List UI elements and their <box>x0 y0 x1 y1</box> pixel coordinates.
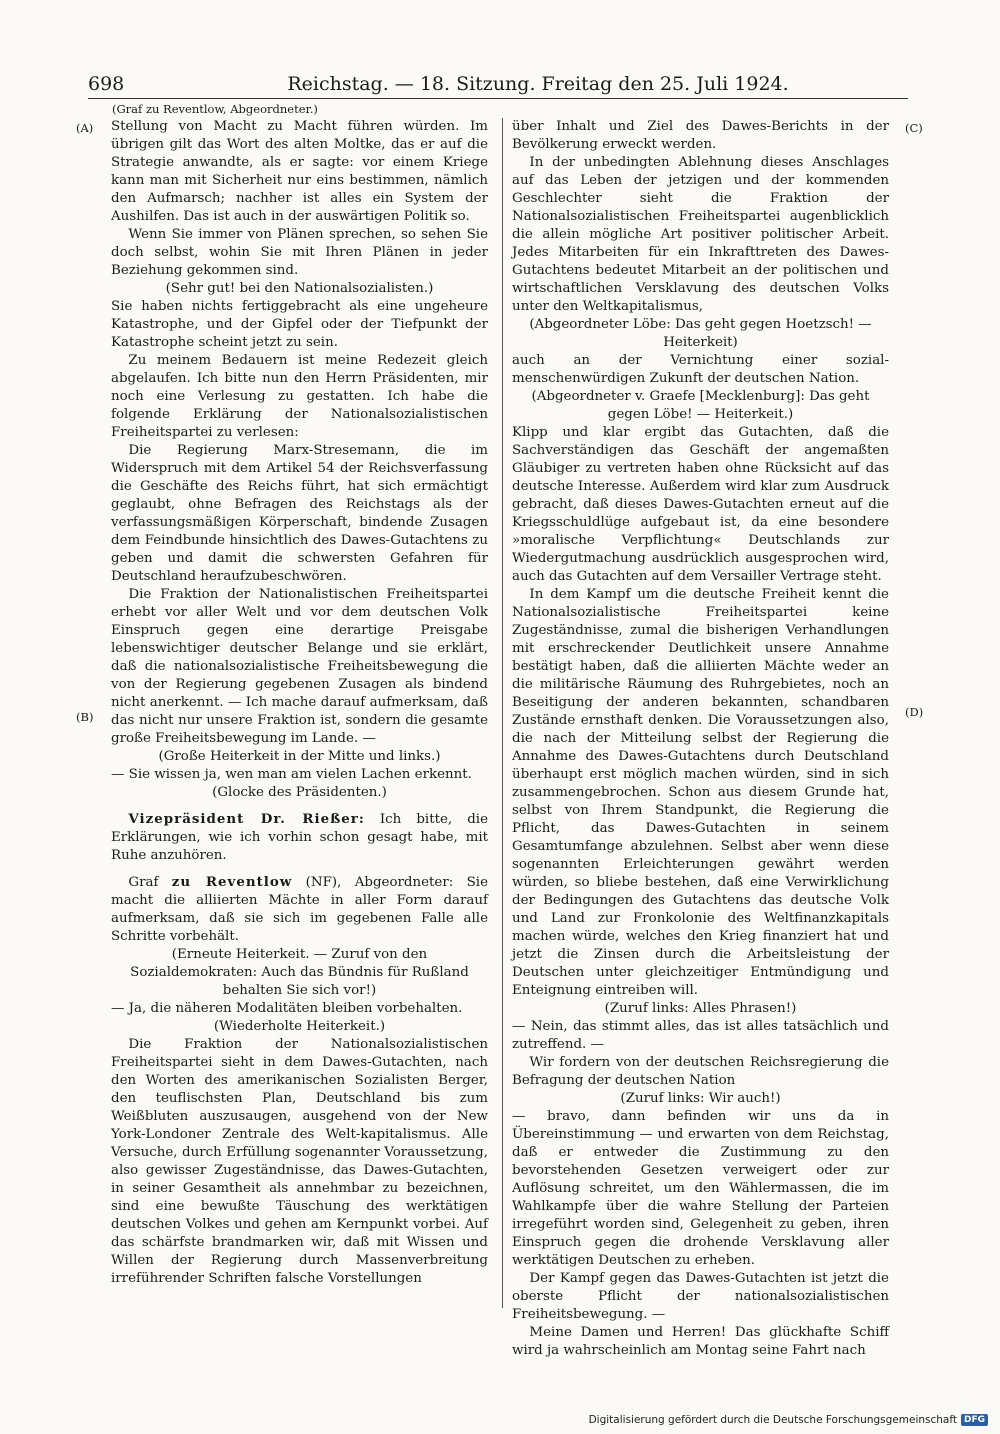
speaker-name: Vizepräsident Dr. Rießer: <box>128 811 365 827</box>
margin-marker-a: (A) <box>76 121 94 135</box>
interjection: (Große Heiterkeit in der Mitte und links.) <box>158 749 441 764</box>
running-title: Reichstag. — 18. Sitzung. Freitag den 25. Juli 1924. <box>287 73 789 95</box>
paragraph: In dem Kampf um die deutsche Freiheit kennt die Nationalsozialistische Freiheitspartei keine Zugeständnisse, zumal die bisherigen Verhandlungen mit erschreckender Deutlichkeit unsere Annahme bestätigt haben, daß die alliierten Mächte weder an die militärische Räumung des Ruhrgebietes, noch an Beseitigung der anderen bekannten, schandbaren Zustände ernsthaft denken. Die Voraussetzungen also, die nach der Mitteilung selbst der Regierung die Annahme des Dawes-Gutachtens durch Deutschland überhaupt erst möglich machen würden, sind in sich zusammengebrochen. Schon aus diesem Grunde hat, selbst von Ihrem Standpunkt, die Regierung die Pflicht, das Dawes-Gutachten in seinem Gesamtumfange abzulehnen. Selbst aber wenn diese sogenannten Erleichterungen gewährt werden würden, so bliebe bestehen, daß eine Verwirklichung der Bedingungen des Gutachtens das deutsche Volk und Land zur Fronkolonie des Weltfinanzkapitals machen würde, welches den Krieg finanziert hat und jetzt die Zinsen durch die Arbeitsleistung der Deutschen unter gleichzeitiger Entmündigung und Enteignung eintreiben will. <box>512 587 889 998</box>
margin-marker-d: (D) <box>905 705 924 719</box>
interjection: (Zuruf links: Wir auch!) <box>620 1091 781 1106</box>
speaker-name: zu Reventlow <box>171 874 293 890</box>
speech-text: (NF), Abgeordneter: Sie macht die alliierten Mächte in aller Form darauf aufmerksam, daß sie sich im gegebenen Falle alle Schritte vorbehält. <box>111 875 488 944</box>
footer-text: Digitalisierung gefördert durch die Deutsche Forschungsgemeinschaft <box>588 1414 957 1426</box>
paragraph: Wir fordern von der deutschen Reichsregierung die Befragung der deutschen Nation <box>512 1055 889 1088</box>
paragraph: Die Regierung Marx-Stresemann, die im Widerspruch mit dem Artikel 54 der Reichsverfassung die Geschäfte des Reichs führt, hat sich ermächtigt geglaubt, ohne Befragen des Reichstags als der verfassungsmäßigen Körperschaft, bindende Zusagen dem Feindbunde hinsichtlich des Dawes-Gutachtens zu geben und damit die schwersten Gefahren für Deutschland heraufzubeschwören. <box>111 443 488 584</box>
interjection: (Sehr gut! bei den Nationalsozialisten.) <box>165 281 434 296</box>
speech-paragraph <box>111 873 488 946</box>
right-column <box>512 118 889 1358</box>
left-column <box>111 118 488 1308</box>
paragraph: Sie haben nichts fertiggebracht als eine ungeheure Katastrophe, und der Gipfel oder der Tiefpunkt der Katastrophe scheint jetzt zu sein. <box>111 299 488 350</box>
paragraph: auch an der Vernichtung einer sozial-menschenwürdigen Zukunft der deutschen Nation. <box>512 353 889 386</box>
paragraph: Wenn Sie immer von Plänen sprechen, so sehen Sie doch selbst, wohin Sie mit Ihren Plänen in jeder Beziehung gekommen sind. <box>111 227 488 278</box>
paragraph: In der unbedingten Ablehnung dieses Anschlages auf das Leben der jetzigen und der kommenden Geschlechter sieht die Fraktion der Nationalsozialistischen Freiheitspartei augenblicklich die allein mögliche Art positiver politischer Arbeit. Jedes Mitarbeiten für ein Inkrafttreten des Dawes-Gutachtens bedeutet Mitarbeit an der politischen und wirtschaftlichen Versklavung des deutschen Volks unter den Weltkapitalismus, <box>512 155 889 314</box>
speech-paragraph <box>111 810 488 865</box>
page-header <box>88 70 908 98</box>
margin-marker-b: (B) <box>76 710 94 724</box>
interjection: (Glocke des Präsidenten.) <box>212 785 387 800</box>
speaker-prefix: Graf <box>128 875 172 890</box>
header-rule <box>88 98 908 99</box>
interjection: (Abgeordneter v. Graefe [Mecklenburg]: Das geht gegen Löbe! — Heiterkeit.) <box>531 389 870 422</box>
column-divider <box>502 118 503 1308</box>
interjection: (Erneute Heiterkeit. — Zuruf von den Sozialdemokraten: Auch das Bündnis für Rußland behalten Sie sich vor!) <box>130 947 469 998</box>
paragraph: über Inhalt und Ziel des Dawes-Berichts in der Bevölkerung erweckt werden. <box>512 119 889 152</box>
paragraph: Die Fraktion der Nationalistischen Freiheitspartei erhebt vor aller Welt und vor dem deutschen Volk Einspruch gegen eine derartige Preisgabe lebenswichtiger deutscher Belange und sie erklärt, daß die nationalsozialistische Freiheitsbewegung die von der Regierung gegebenen Zusagen als bindend nicht anerkennt. — Ich mache darauf aufmerksam, daß das nicht nur unsere Fraktion ist, sondern die gesamte große Freiheitsbewegung im Lande. — <box>111 587 488 746</box>
speech-text: Ich bitte, die Erklärungen, wie ich vorhin schon gesagt habe, mit Ruhe anzuhören. <box>111 812 488 863</box>
dfg-logo: DFG <box>961 1414 988 1426</box>
paragraph: Meine Damen und Herren! Das glückhafte Schiff wird ja wahrscheinlich am Montag seine Fahrt nach <box>512 1325 889 1358</box>
paragraph: — Nein, das stimmt alles, das ist alles tatsächlich und zutreffend. — <box>512 1019 889 1052</box>
interjection: (Wiederholte Heiterkeit.) <box>213 1019 386 1034</box>
paragraph: Zu meinem Bedauern ist meine Redezeit gleich abgelaufen. Ich bitte nun den Herrn Präsidenten, mir noch eine Verlesung zu gestatten. Ich habe die folgende Erklärung der Nationalsozialistischen Freiheitspartei zu verlesen: <box>111 353 488 440</box>
interjection: (Abgeordneter Löbe: Das geht gegen Hoetzsch! — Heiterkeit) <box>529 317 872 350</box>
paragraph: — bravo, dann befinden wir uns da in Übereinstimmung — und erwarten von dem Reichstag, daß er entweder die Zustimmung zu den bevorstehenden Gesetzen verweigert oder zur Auflösung schreitet, um den Wählermassen, die im Wahlkampfe über die wahre Stellung der Parteien irregeführt worden sind, Gelegenheit zu geben, ihren Einspruch gegen die drohende Versklavung aller werktätigen Deutschen zu erheben. <box>512 1109 889 1268</box>
paragraph: Klipp und klar ergibt das Gutachten, daß die Sachverständigen das Geschäft der angemaßten Gläubiger zu vertreten haben ohne Rücksicht auf das deutsche Interesse. Außerdem wird klar zum Ausdruck gebracht, daß dieses Dawes-Gutachten erneut auf die Kriegsschuldlüge aufgebaut ist, da eine besondere »moralische Verpflichtung« Deutschlands zur Wiedergutmachung ausdrücklich ausgesprochen wird, auch das Gutachten auf dem Versailler Vertrage steht. <box>512 425 889 584</box>
page-number: 698 <box>88 73 125 95</box>
interjection: (Zuruf links: Alles Phrasen!) <box>604 1001 797 1016</box>
margin-marker-c: (C) <box>905 121 923 135</box>
paragraph: Die Fraktion der Nationalsozialistischen Freiheitspartei sieht in dem Dawes-Gutachten, nach den Worten des amerikanischen Sozialisten Berger, den teuflischsten Plan, Deutschland bis zum Weißbluten auszusaugen, ausgehend von der New York-Londoner Zentrale des Welt-kapitalismus. Alle Versuche, durch Erfüllung sogenannter Voraussetzung, also gewisser Zugeständnisse, das Dawes-Gutachten, in seiner Gesamtheit als annehmbar zu bezeichnen, sind eine bewußte Täuschung des werktätigen deutschen Volkes und gehen am Kernpunkt vorbei. Auf das schärfste brandmarken wir, daß mit Wissen und Willen der Regierung durch Massenverbreitung irreführender Schriften falsche Vorstellungen <box>111 1037 488 1286</box>
paragraph: Stellung von Macht zu Macht führen würden. Im übrigen gilt das Wort des alten Moltke, das er auf die Strategie anwandte, als er sagte: vor einem Kriege kann man mit Sicherheit nur eins bestimmen, nämlich den Aufmarsch; nachher ist alles ein System der Aushilfen. Das ist auch in der auswärtigen Politik so. <box>111 119 488 224</box>
footer-credit <box>589 1414 988 1426</box>
speaker-tag: (Graf zu Reventlow, Abgeordneter.) <box>112 102 318 116</box>
paragraph: — Ja, die näheren Modalitäten bleiben vorbehalten. <box>111 1001 463 1016</box>
paragraph: — Sie wissen ja, wen man am vielen Lachen erkennt. <box>111 767 472 782</box>
paragraph: Der Kampf gegen das Dawes-Gutachten ist jetzt die oberste Pflicht der nationalsozialistischen Freiheitsbewegung. — <box>512 1271 889 1322</box>
